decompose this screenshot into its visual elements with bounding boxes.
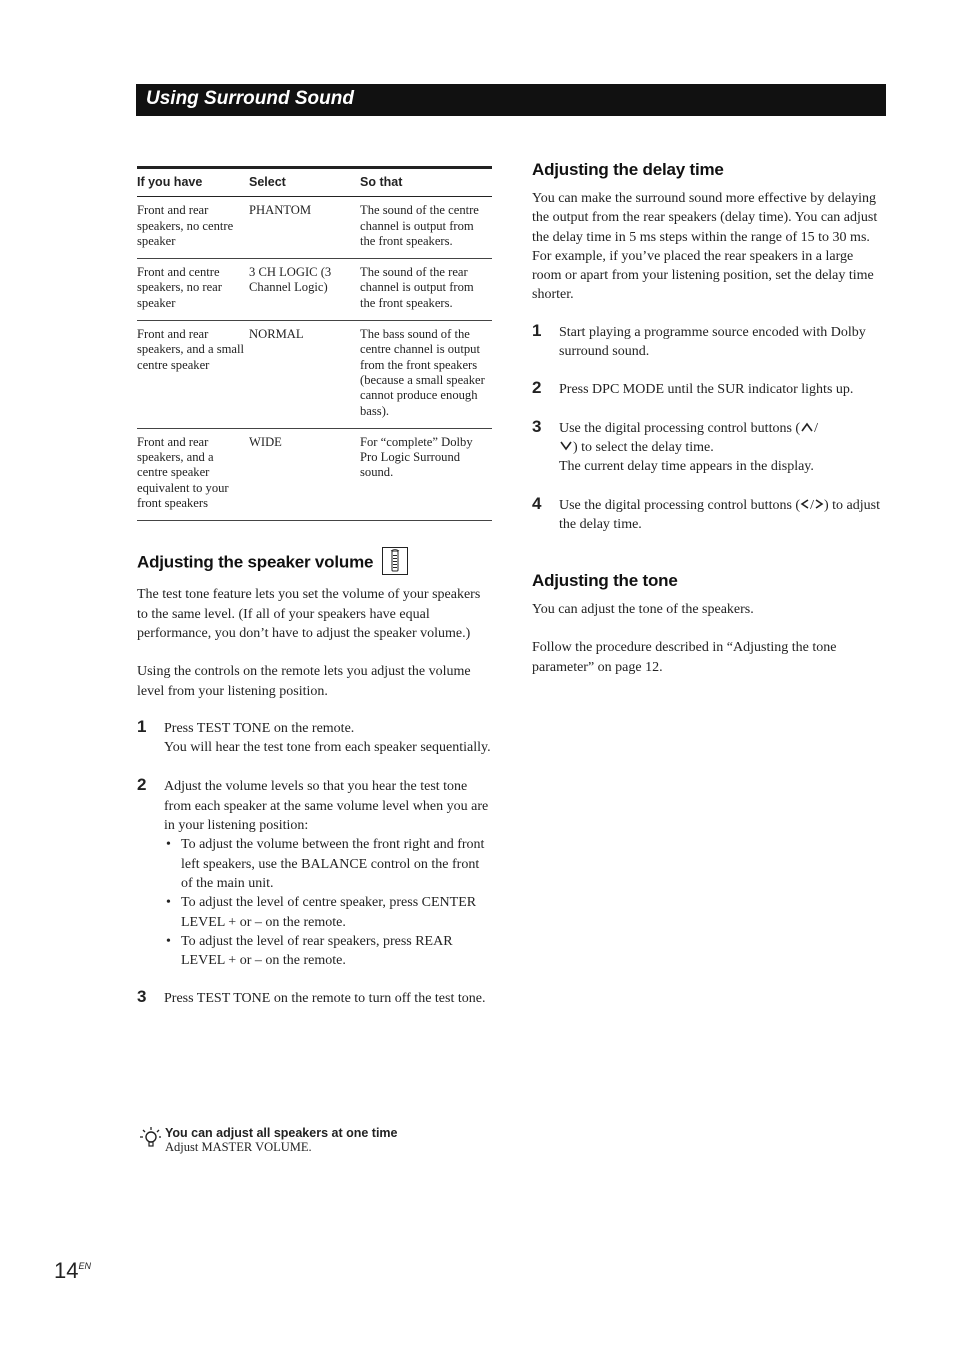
tip-title: You can adjust all speakers at one time: [165, 1126, 398, 1140]
step-bullet-list: [164, 835, 492, 970]
tip-text: Adjust MASTER VOLUME.: [165, 1140, 312, 1154]
table-cell: The bass sound of the centre channel is output from the front speakers (because a small speaker cannot produce enough bass).: [360, 321, 492, 429]
list-item: • To adjust the level of centre speaker, press CENTER LEVEL + or – on the remote.: [164, 893, 492, 932]
up-arrow-icon: [800, 421, 814, 433]
step-text-part: /: [810, 497, 814, 513]
page-number-value: 14: [54, 1258, 79, 1283]
table-row: [137, 197, 492, 259]
lightbulb-icon: [139, 1126, 161, 1155]
step-number: 3: [137, 987, 147, 1007]
table-cell: 3 CH LOGIC (3 Channel Logic): [249, 259, 360, 321]
table-header-so-that: So that: [360, 168, 492, 197]
volume-step-2: [137, 777, 492, 970]
down-arrow-icon: [559, 440, 573, 452]
right-column: [532, 160, 884, 677]
table-cell: PHANTOM: [249, 197, 360, 259]
table-header-if-you-have: If you have: [137, 168, 249, 197]
step-text-part: Use the digital processing control buttons (: [559, 497, 801, 513]
table-header-row: [137, 168, 492, 197]
delay-time-intro: You can make the surround sound more effective by delaying the output from the rear speakers (delay time). You can adjust the delay time in 5 ms steps within the range of 15 to 30 ms. For example, if you’ve placed the rear speakers in a large room or apart from your listening position, set the delay time shorter.: [532, 191, 878, 303]
table-cell: Front and rear speakers, no centre speaker: [137, 197, 249, 259]
table-row: [137, 259, 492, 321]
table-row: [137, 428, 492, 520]
table-cell: The sound of the rear channel is output from the front speakers.: [360, 259, 492, 321]
left-arrow-icon: [800, 498, 810, 510]
tip-box: [137, 1126, 492, 1155]
table-cell: Front and rear speakers, and a small centre speaker: [137, 321, 249, 429]
delay-step-1: [532, 320, 884, 362]
speaker-volume-intro-1: The test tone feature lets you set the volume of your speakers to the same level. (If all of your speakers have equal performance, you don’t have to adjust the speaker volume.): [137, 587, 481, 641]
step-subtext: The current delay time appears in the display.: [559, 459, 814, 475]
volume-step-1: [137, 716, 492, 758]
table-cell: WIDE: [249, 428, 360, 520]
speaker-volume-section: [137, 549, 492, 1008]
speaker-options-table: [137, 166, 492, 521]
table-cell: The sound of the centre channel is output from the front speakers.: [360, 197, 492, 259]
step-number: 3: [532, 416, 542, 436]
left-column: [137, 166, 492, 1009]
tone-heading: Adjusting the tone: [532, 571, 678, 591]
delay-time-heading: Adjusting the delay time: [532, 160, 724, 179]
step-number: 1: [137, 716, 147, 736]
table-cell: NORMAL: [249, 321, 360, 429]
section-header-bar: [136, 84, 886, 116]
tone-paragraph-1: You can adjust the tone of the speakers.: [532, 602, 754, 618]
step-text-part: ) to select the delay time.: [573, 439, 714, 455]
step-text-part: Use the digital processing control buttons (: [559, 420, 801, 436]
step-text-part: /: [814, 420, 818, 436]
page-number: [54, 1258, 91, 1284]
step-number: 2: [137, 775, 147, 795]
step-text: [559, 419, 884, 458]
volume-step-3: [137, 989, 492, 1008]
table-row: [137, 321, 492, 429]
table-header-select: Select: [249, 168, 360, 197]
step-text: [559, 496, 884, 535]
page-language-suffix: EN: [78, 1261, 91, 1271]
step-text: Press TEST TONE on the remote to turn off the test tone.: [164, 991, 486, 1007]
speaker-volume-heading: [137, 549, 492, 577]
remote-control-icon: [382, 547, 408, 575]
table-cell: For “complete” Dolby Pro Logic Surround sound.: [360, 428, 492, 520]
delay-step-4: [532, 493, 884, 535]
step-text-part: ) to adjust the delay time.: [559, 497, 880, 532]
step-text: Press DPC MODE until the SUR indicator lights up.: [559, 382, 854, 398]
right-arrow-icon: [814, 498, 824, 510]
table-cell: Front and centre speakers, no rear speaker: [137, 259, 249, 321]
speaker-volume-title: Adjusting the speaker volume: [137, 552, 374, 572]
list-item: • To adjust the level of rear speakers, press REAR LEVEL + or – on the remote.: [164, 932, 492, 971]
step-text: Adjust the volume levels so that you hear the test tone from each speaker at the same volume level when you are in your listening position:: [164, 779, 489, 834]
tone-paragraph-2: Follow the procedure described in “Adjusting the tone parameter” on page 12.: [532, 640, 837, 675]
list-item: • To adjust the volume between the front right and front left speakers, use the BALANCE control on the front of the main unit.: [164, 835, 492, 893]
step-subtext: You will hear the test tone from each speaker sequentially.: [164, 740, 491, 756]
step-text: Press TEST TONE on the remote.: [164, 720, 355, 736]
table-cell: Front and rear speakers, and a centre speaker equivalent to your front speakers: [137, 428, 249, 520]
delay-step-3: [532, 416, 884, 477]
step-number: 4: [532, 493, 542, 513]
delay-step-2: [532, 380, 884, 399]
section-title: Using Surround Sound: [146, 88, 354, 109]
speaker-volume-intro-2: Using the controls on the remote lets you adjust the volume level from your listening position.: [137, 664, 471, 699]
step-number: 2: [532, 378, 542, 398]
step-number: 1: [532, 320, 542, 340]
step-text: Start playing a programme source encoded with Dolby surround sound.: [559, 324, 866, 360]
